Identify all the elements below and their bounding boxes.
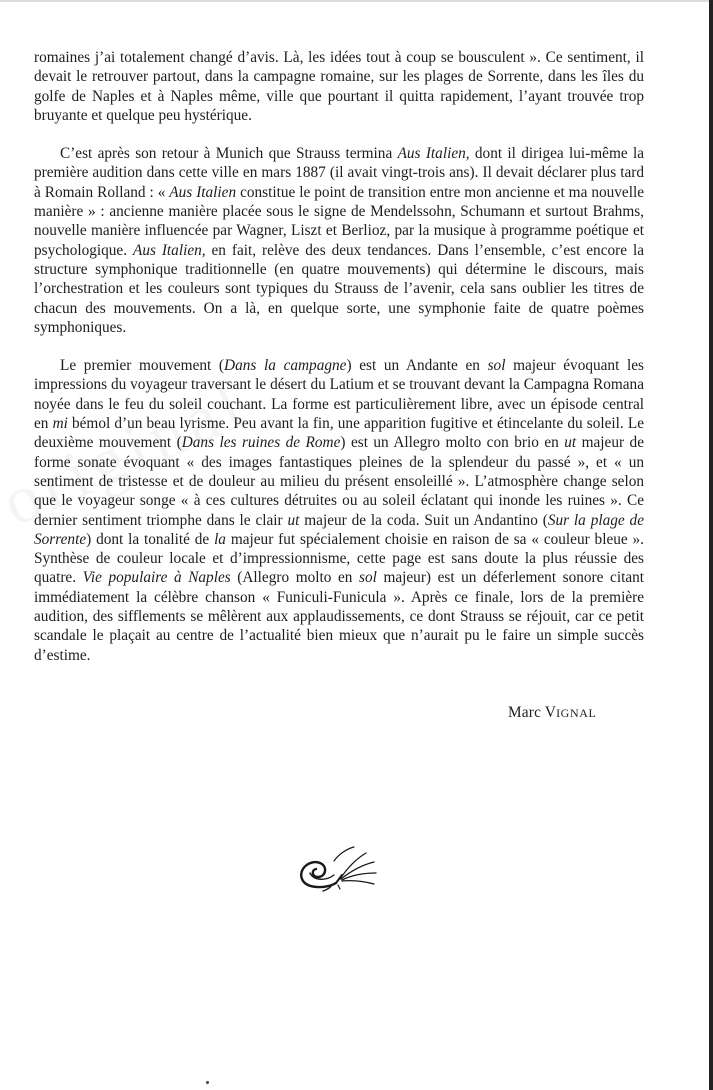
italic-phrase: ut <box>564 434 577 452</box>
italic-phrase: Sur la plage de Sorrente <box>34 511 644 548</box>
italic-phrase: Dans la campagne <box>224 357 347 375</box>
author-last-name: VIGNAL <box>544 704 597 721</box>
italic-phrase: la <box>214 530 226 548</box>
article-body <box>34 48 644 665</box>
scan-right-edge <box>709 0 713 1090</box>
author-first-name: Marc <box>508 704 542 721</box>
text-run: ) dont la tonalité de <box>86 530 215 548</box>
scan-top-edge <box>0 0 713 2</box>
italic-phrase: Aus Italien <box>169 183 237 201</box>
text-run: constitue le point de transition entre mon ancienne et ma nouvelle manière » : ancienne manière placée sous le signe de Mendelssohn, Schumann et surtout Brahms, nouvelle manière influencée par Wagner, Liszt et Berlioz, par la musique à programme poétique et psychologique. <box>34 183 644 259</box>
italic-phrase: sol <box>487 357 506 375</box>
text-run: C’est après son retour à Munich que Strauss termina <box>60 145 398 163</box>
italic-phrase: Vie populaire à Naples <box>82 569 231 587</box>
paragraph-2 <box>34 144 644 337</box>
text-run: ) est un Andante en <box>346 357 488 375</box>
paragraph-3 <box>34 356 644 665</box>
italic-phrase: mi <box>52 415 68 433</box>
text-run: majeur évoquant les impressions du voyageur traversant le désert du Latium et se trouvant devant la Campagna Romana noyée dans le feu du soleil couchant. La forme est particulièrement libre, avec un épisode central en <box>34 357 644 433</box>
scan-speck <box>206 1081 209 1084</box>
italic-phrase: Aus Italien, <box>132 241 206 259</box>
author-signature <box>508 704 596 722</box>
text-run: majeur fut spécialement choisie en raison de sa « couleur bleue ». Synthèse de couleur locale et d’impressionnisme, cette page est sans doute la plus réussie des quatre. <box>34 530 644 587</box>
text-run: majeur) est un déferlement sonore citant immédiatement la célèbre chanson « Funiculi-Funicula ». Après ce finale, lors de la première audition, des sifflements se mêlèrent aux applaudissements, ce dont Strauss se réjouit, car ce petit scandale le plaçait au centre de l’actualité bien mieux que n’aurait pu le faire un simple succès d’estime. <box>34 569 645 664</box>
text-run: majeur de la coda. Suit un Andantino ( <box>299 511 548 529</box>
text-run: en fait, relève des deux tendances. Dans l’ensemble, c’est encore la structure symphonique traditionnelle (en quatre mouvements) qui détermine le discours, mais l’orchestration et les couleurs sont typiques du Strauss de l’avenir, cela sans oublier les titres de chacun des mouvements. On a là, en quelque sorte, une symphonie faite de quatre poèmes symphoniques. <box>34 241 644 336</box>
flourish-ornament-icon <box>296 845 378 893</box>
text-run: bémol d’un beau lyrisme. Peu avant la fin, une apparition fugitive et étincelante du soleil. Le deuxième mouvement ( <box>34 415 644 452</box>
text-run: majeur de forme sonate évoquant « des images fantastiques pleines de la splendeur du passé », et « un sentiment de tristesse et de douleur au milieu du présent ensoleillé ». L’atmosphère change selon que le voyageur songe « à ces cultures détruites ou au soleil éclatant qui inonde les ruines ». Ce dernier sentiment triomphe dans le clair <box>34 434 644 529</box>
paragraph-1: romaines j’ai totalement changé d’avis. Là, les idées tout à coup se bousculent ». Ce sentiment, il devait le retrouver partout, dans la campagne romaine, sur les plages de Sorrente, dans les îles du golfe de Naples et à Naples même, ville que pourtant il quitta rapidement, l’ayant trouvée trop bruyante et quelque peu hystérique. <box>34 49 644 124</box>
text-run: (Allegro molto en <box>230 569 359 587</box>
italic-phrase: ut <box>287 511 300 529</box>
italic-phrase: sol <box>359 569 377 587</box>
text-run: Le premier mouvement ( <box>60 357 225 375</box>
italic-phrase: Aus Italien, <box>397 145 470 163</box>
text-run: ) est un Allegro molto con brio en <box>340 434 565 452</box>
italic-phrase: Dans les ruines de Rome <box>181 434 341 452</box>
text-run: dont il dirigea lui-même la première audition dans cette ville en mars 1887 (il avait vingt-trois ans). Il devait déclarer plus tard à Romain Rolland : « <box>34 145 644 201</box>
